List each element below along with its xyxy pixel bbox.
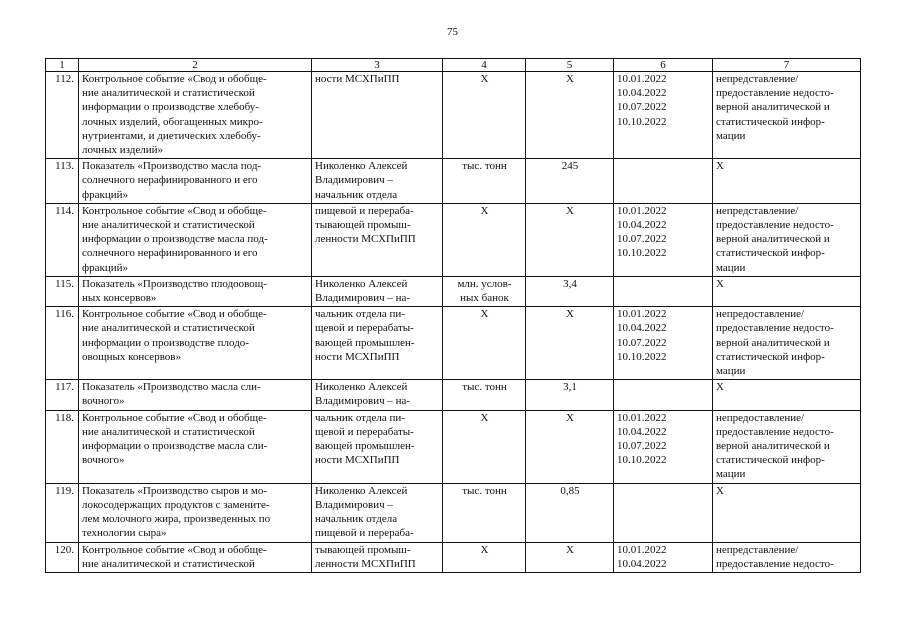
header-cell: 1 (46, 59, 79, 72)
row-value: X (526, 542, 614, 572)
row-number: 112. (46, 72, 79, 159)
row-responsible: пищевой и перераба- тывающей промыш- ленности МСХПиПП (312, 203, 443, 276)
table-row (46, 542, 861, 572)
row-value: 3,1 (526, 380, 614, 410)
row-unit: X (443, 72, 526, 159)
row-dates (614, 483, 713, 542)
row-value: 245 (526, 159, 614, 204)
row-dates (614, 276, 713, 306)
row-unit: тыс. тонн (443, 159, 526, 204)
row-value: X (526, 72, 614, 159)
table-row (46, 203, 861, 276)
row-note: X (713, 483, 861, 542)
header-cell: 3 (312, 59, 443, 72)
row-note: X (713, 380, 861, 410)
row-name: Показатель «Производство плодоовощ- ных консервов» (79, 276, 312, 306)
register-table (45, 58, 861, 573)
row-responsible: Николенко Алексей Владимирович – на- (312, 380, 443, 410)
row-responsible: чальник отдела пи- щевой и перерабаты- вающей промышлен- ности МСХПиПП (312, 410, 443, 483)
row-responsible: тывающей промыш- ленности МСХПиПП (312, 542, 443, 572)
row-note: непредоставление/ предоставление недосто- верной аналитической и статистической инфор- мации (713, 410, 861, 483)
row-unit: X (443, 410, 526, 483)
table-row (46, 380, 861, 410)
header-cell: 4 (443, 59, 526, 72)
row-unit: млн. услов- ных банок (443, 276, 526, 306)
row-note: непредоставление/ предоставление недосто- верной аналитической и статистической инфор- мации (713, 307, 861, 380)
row-value: 3,4 (526, 276, 614, 306)
row-number: 118. (46, 410, 79, 483)
row-name: Показатель «Производство масла сли- вочного» (79, 380, 312, 410)
row-responsible: Николенко Алексей Владимирович – начальник отдела (312, 159, 443, 204)
table-row (46, 159, 861, 204)
row-number: 115. (46, 276, 79, 306)
row-value: X (526, 410, 614, 483)
row-number: 117. (46, 380, 79, 410)
table-row (46, 276, 861, 306)
row-responsible: Николенко Алексей Владимирович – на- (312, 276, 443, 306)
row-number: 120. (46, 542, 79, 572)
row-name: Контрольное событие «Свод и обобще- ние аналитической и статистической (79, 542, 312, 572)
row-name: Показатель «Производство масла под- солнечного нерафинированного и его фракций» (79, 159, 312, 204)
row-value: X (526, 307, 614, 380)
row-dates: 10.01.2022 10.04.2022 10.07.2022 10.10.2022 (614, 72, 713, 159)
row-note: X (713, 276, 861, 306)
row-number: 116. (46, 307, 79, 380)
row-dates: 10.01.2022 10.04.2022 (614, 542, 713, 572)
table-row (46, 483, 861, 542)
header-cell: 6 (614, 59, 713, 72)
row-value: 0,85 (526, 483, 614, 542)
row-unit: тыс. тонн (443, 380, 526, 410)
row-responsible: Николенко Алексей Владимирович – начальник отдела пищевой и перераба- (312, 483, 443, 542)
row-name: Показатель «Производство сыров и мо- локосодержащих продуктов с замените- лем молочного жира, произведенных по технологии сыра» (79, 483, 312, 542)
table-row (46, 307, 861, 380)
row-note: X (713, 159, 861, 204)
row-dates: 10.01.2022 10.04.2022 10.07.2022 10.10.2022 (614, 203, 713, 276)
header-row (46, 59, 861, 72)
header-cell: 7 (713, 59, 861, 72)
table-row (46, 72, 861, 159)
row-dates: 10.01.2022 10.04.2022 10.07.2022 10.10.2022 (614, 307, 713, 380)
row-unit: тыс. тонн (443, 483, 526, 542)
row-note: непредставление/ предоставление недосто- верной аналитической и статистической инфор- мации (713, 203, 861, 276)
row-unit: X (443, 203, 526, 276)
row-number: 113. (46, 159, 79, 204)
row-name: Контрольное событие «Свод и обобще- ние аналитической и статистической информации о производстве масла сли- вочного» (79, 410, 312, 483)
row-dates: 10.01.2022 10.04.2022 10.07.2022 10.10.2022 (614, 410, 713, 483)
row-unit: X (443, 542, 526, 572)
row-responsible: чальник отдела пи- щевой и перерабаты- вающей промышлен- ности МСХПиПП (312, 307, 443, 380)
row-unit: X (443, 307, 526, 380)
header-cell: 5 (526, 59, 614, 72)
row-dates (614, 380, 713, 410)
header-cell: 2 (79, 59, 312, 72)
row-name: Контрольное событие «Свод и обобще- ние аналитической и статистической информации о производстве масла под- солнечного нерафинированного и его фракций» (79, 203, 312, 276)
page-number: 75 (447, 26, 458, 38)
row-name: Контрольное событие «Свод и обобще- ние аналитической и статистической информации о производстве хлебобу- лочных изделий, обогащенных микро- нутриентами, и диетических хлебобу- лочных изделий» (79, 72, 312, 159)
row-name: Контрольное событие «Свод и обобще- ние аналитической и статистической информации о производстве плодо- овощных консервов» (79, 307, 312, 380)
row-number: 114. (46, 203, 79, 276)
row-responsible: ности МСХПиПП (312, 72, 443, 159)
row-dates (614, 159, 713, 204)
row-note: непредставление/ предоставление недосто- верной аналитической и статистической инфор- мации (713, 72, 861, 159)
row-value: X (526, 203, 614, 276)
row-number: 119. (46, 483, 79, 542)
table-row (46, 410, 861, 483)
row-note: непредставление/ предоставление недосто- (713, 542, 861, 572)
